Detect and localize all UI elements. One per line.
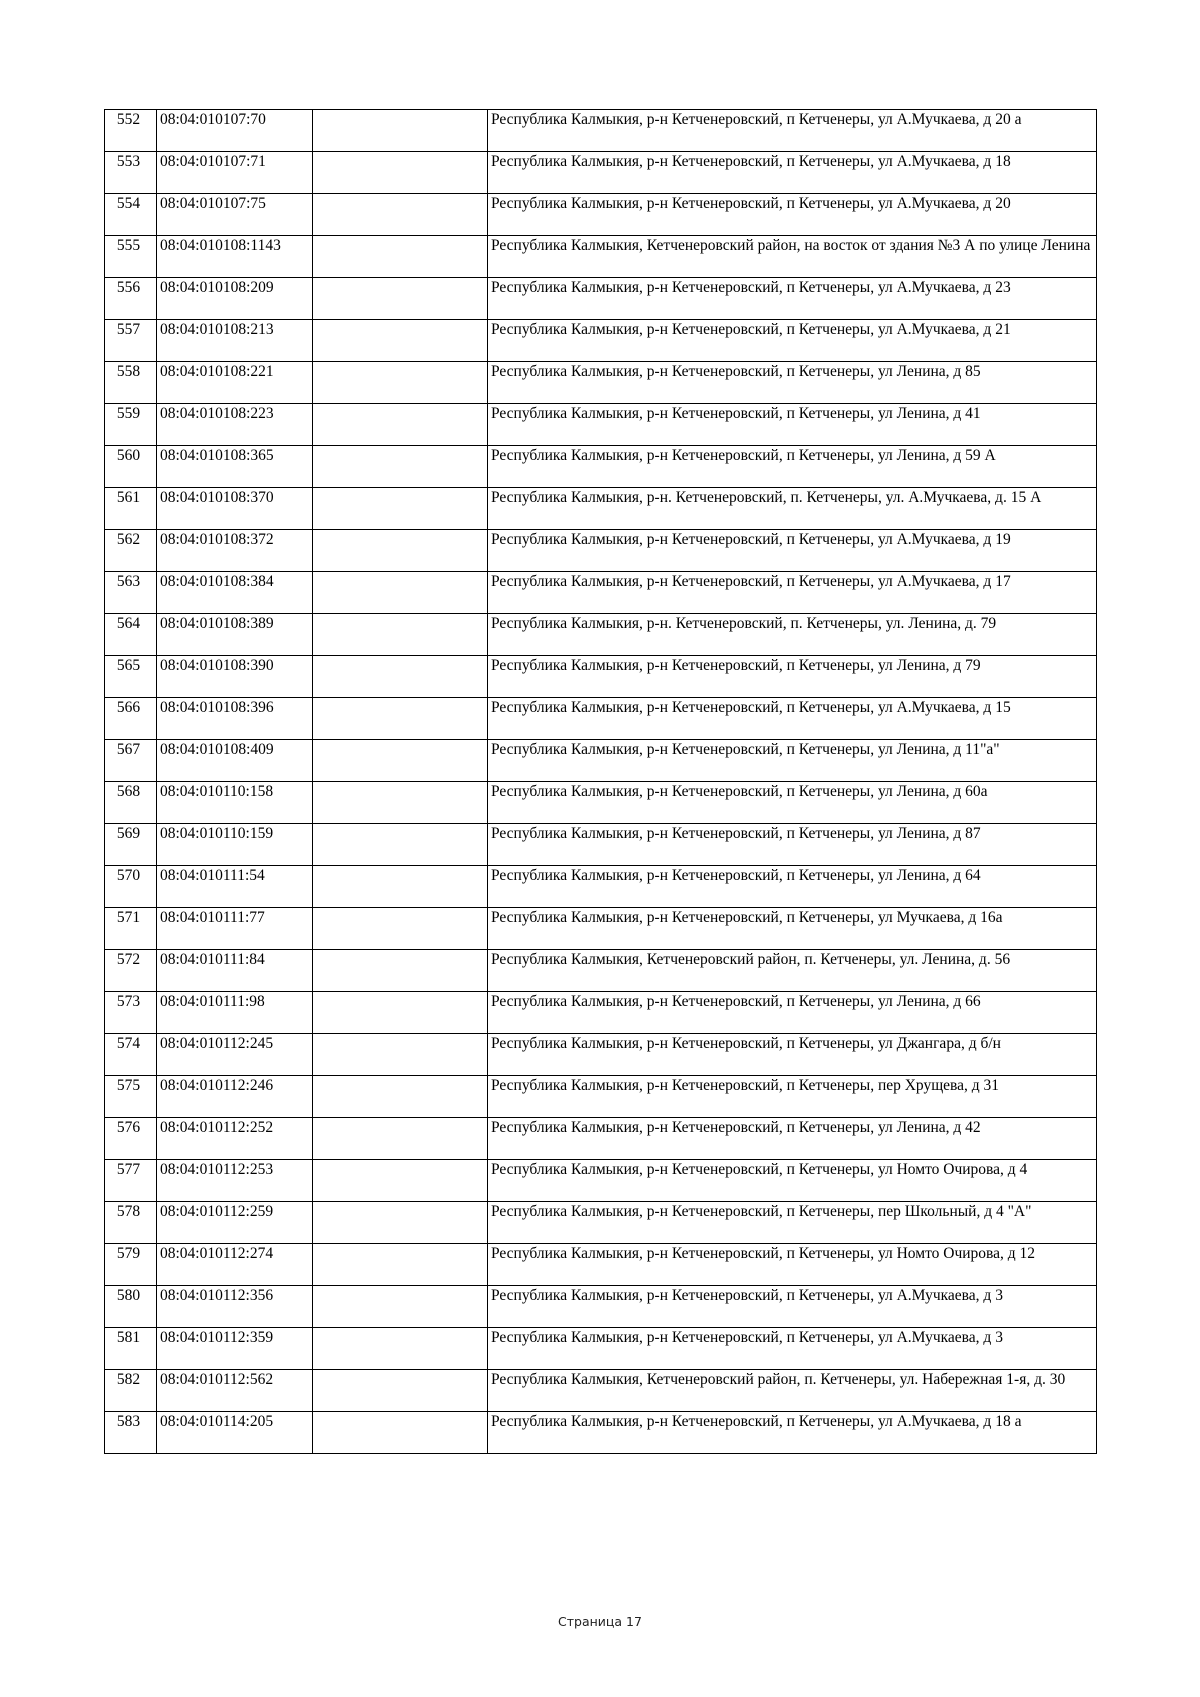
cadastral-number-cell: 08:04:010108:1143 [157, 236, 313, 278]
table-row [105, 362, 1097, 404]
row-number-cell: 553 [105, 152, 157, 194]
table-row [105, 1076, 1097, 1118]
row-number-cell: 567 [105, 740, 157, 782]
table-row [105, 1034, 1097, 1076]
address-cell: Республика Калмыкия, р-н Кетченеровский, п Кетченеры, пер Школьный, д 4 "А" [488, 1202, 1097, 1244]
row-number-cell: 560 [105, 446, 157, 488]
address-cell: Республика Калмыкия, р-н Кетченеровский, п Кетченеры, ул Ленина, д 42 [488, 1118, 1097, 1160]
cadastral-number-cell: 08:04:010107:70 [157, 110, 313, 152]
table-row [105, 824, 1097, 866]
page-number: Страница 17 [558, 1614, 642, 1629]
address-cell: Республика Калмыкия, р-н Кетченеровский, п Кетченеры, ул А.Мучкаева, д 18 [488, 152, 1097, 194]
table-row [105, 1202, 1097, 1244]
address-cell: Республика Калмыкия, р-н Кетченеровский, п Кетченеры, ул А.Мучкаева, д 17 [488, 572, 1097, 614]
table-body [105, 110, 1097, 1454]
cadastral-number-cell: 08:04:010112:253 [157, 1160, 313, 1202]
note-cell [313, 320, 488, 362]
table-row [105, 320, 1097, 362]
cadastral-number-cell: 08:04:010112:245 [157, 1034, 313, 1076]
row-number-cell: 580 [105, 1286, 157, 1328]
cadastral-number-cell: 08:04:010107:71 [157, 152, 313, 194]
table-row [105, 614, 1097, 656]
note-cell [313, 1286, 488, 1328]
address-cell: Республика Калмыкия, р-н Кетченеровский, п Кетченеры, ул Ленина, д 79 [488, 656, 1097, 698]
table-row [105, 1328, 1097, 1370]
note-cell [313, 404, 488, 446]
cadastral-number-cell: 08:04:010114:205 [157, 1412, 313, 1454]
table-row [105, 110, 1097, 152]
address-cell: Республика Калмыкия, р-н Кетченеровский, п Кетченеры, ул А.Мучкаева, д 15 [488, 698, 1097, 740]
address-cell: Республика Калмыкия, р-н Кетченеровский, п Кетченеры, ул А.Мучкаева, д 3 [488, 1286, 1097, 1328]
row-number-cell: 574 [105, 1034, 157, 1076]
table-row [105, 404, 1097, 446]
row-number-cell: 572 [105, 950, 157, 992]
address-cell: Республика Калмыкия, р-н Кетченеровский, п Кетченеры, ул Ленина, д 41 [488, 404, 1097, 446]
row-number-cell: 554 [105, 194, 157, 236]
table-row [105, 698, 1097, 740]
row-number-cell: 563 [105, 572, 157, 614]
address-cell: Республика Калмыкия, р-н Кетченеровский, п Кетченеры, ул Ленина, д 11"а" [488, 740, 1097, 782]
address-cell: Республика Калмыкия, р-н Кетченеровский, п Кетченеры, ул А.Мучкаева, д 23 [488, 278, 1097, 320]
table-row [105, 1412, 1097, 1454]
cadastral-number-cell: 08:04:010108:213 [157, 320, 313, 362]
address-cell: Республика Калмыкия, р-н Кетченеровский, п Кетченеры, ул Ленина, д 87 [488, 824, 1097, 866]
address-cell: Республика Калмыкия, р-н Кетченеровский, п Кетченеры, ул А.Мучкаева, д 20 [488, 194, 1097, 236]
note-cell [313, 1076, 488, 1118]
table-row [105, 194, 1097, 236]
table-row [105, 782, 1097, 824]
address-cell: Республика Калмыкия, р-н Кетченеровский, п Кетченеры, ул А.Мучкаева, д 20 а [488, 110, 1097, 152]
row-number-cell: 552 [105, 110, 157, 152]
cadastral-number-cell: 08:04:010112:252 [157, 1118, 313, 1160]
table-row [105, 488, 1097, 530]
address-cell: Республика Калмыкия, р-н Кетченеровский, п Кетченеры, пер Хрущева, д 31 [488, 1076, 1097, 1118]
address-cell: Республика Калмыкия, р-н Кетченеровский, п Кетченеры, ул Номто Очирова, д 12 [488, 1244, 1097, 1286]
note-cell [313, 362, 488, 404]
cadastral-number-cell: 08:04:010108:372 [157, 530, 313, 572]
row-number-cell: 566 [105, 698, 157, 740]
table-row [105, 446, 1097, 488]
note-cell [313, 1202, 488, 1244]
address-cell: Республика Калмыкия, р-н. Кетченеровский, п. Кетченеры, ул. Ленина, д. 79 [488, 614, 1097, 656]
cadastral-number-cell: 08:04:010111:98 [157, 992, 313, 1034]
table-row [105, 1160, 1097, 1202]
address-cell: Республика Калмыкия, Кетченеровский район, на восток от здания №3 А по улице Ленина [488, 236, 1097, 278]
row-number-cell: 573 [105, 992, 157, 1034]
note-cell [313, 1160, 488, 1202]
table-row [105, 530, 1097, 572]
address-cell: Республика Калмыкия, Кетченеровский район, п. Кетченеры, ул. Набережная 1-я, д. 30 [488, 1370, 1097, 1412]
note-cell [313, 908, 488, 950]
table-row [105, 740, 1097, 782]
cadastral-number-cell: 08:04:010108:384 [157, 572, 313, 614]
cadastral-number-cell: 08:04:010111:54 [157, 866, 313, 908]
address-cell: Республика Калмыкия, р-н Кетченеровский, п Кетченеры, ул Ленина, д 66 [488, 992, 1097, 1034]
note-cell [313, 950, 488, 992]
address-cell: Республика Калмыкия, р-н Кетченеровский, п Кетченеры, ул Ленина, д 59 А [488, 446, 1097, 488]
address-cell: Республика Калмыкия, р-н Кетченеровский, п Кетченеры, ул А.Мучкаева, д 3 [488, 1328, 1097, 1370]
row-number-cell: 571 [105, 908, 157, 950]
address-cell: Республика Калмыкия, р-н Кетченеровский, п Кетченеры, ул Ленина, д 60а [488, 782, 1097, 824]
row-number-cell: 579 [105, 1244, 157, 1286]
table-row [105, 152, 1097, 194]
cadastral-number-cell: 08:04:010108:221 [157, 362, 313, 404]
cadastral-number-cell: 08:04:010112:359 [157, 1328, 313, 1370]
row-number-cell: 570 [105, 866, 157, 908]
note-cell [313, 1370, 488, 1412]
cadastral-number-cell: 08:04:010111:84 [157, 950, 313, 992]
note-cell [313, 782, 488, 824]
cadastral-number-cell: 08:04:010112:246 [157, 1076, 313, 1118]
row-number-cell: 557 [105, 320, 157, 362]
note-cell [313, 824, 488, 866]
cadastral-number-cell: 08:04:010112:259 [157, 1202, 313, 1244]
cadastral-number-cell: 08:04:010108:365 [157, 446, 313, 488]
cadastral-number-cell: 08:04:010107:75 [157, 194, 313, 236]
row-number-cell: 558 [105, 362, 157, 404]
table-row [105, 1370, 1097, 1412]
note-cell [313, 278, 488, 320]
note-cell [313, 194, 488, 236]
row-number-cell: 576 [105, 1118, 157, 1160]
row-number-cell: 564 [105, 614, 157, 656]
note-cell [313, 1244, 488, 1286]
note-cell [313, 866, 488, 908]
note-cell [313, 1412, 488, 1454]
row-number-cell: 578 [105, 1202, 157, 1244]
cadastral-number-cell: 08:04:010112:356 [157, 1286, 313, 1328]
note-cell [313, 1328, 488, 1370]
row-number-cell: 575 [105, 1076, 157, 1118]
note-cell [313, 236, 488, 278]
row-number-cell: 568 [105, 782, 157, 824]
cadastral-number-cell: 08:04:010111:77 [157, 908, 313, 950]
table-row [105, 1286, 1097, 1328]
cadastral-table [104, 109, 1097, 1454]
table-row [105, 992, 1097, 1034]
note-cell [313, 740, 488, 782]
address-cell: Республика Калмыкия, р-н Кетченеровский, п Кетченеры, ул Джангара, д б/н [488, 1034, 1097, 1076]
cadastral-number-cell: 08:04:010112:562 [157, 1370, 313, 1412]
row-number-cell: 556 [105, 278, 157, 320]
address-cell: Республика Калмыкия, р-н Кетченеровский, п Кетченеры, ул А.Мучкаева, д 18 а [488, 1412, 1097, 1454]
note-cell [313, 698, 488, 740]
cadastral-number-cell: 08:04:010108:223 [157, 404, 313, 446]
address-cell: Республика Калмыкия, р-н Кетченеровский, п Кетченеры, ул Ленина, д 85 [488, 362, 1097, 404]
row-number-cell: 555 [105, 236, 157, 278]
cadastral-number-cell: 08:04:010110:158 [157, 782, 313, 824]
row-number-cell: 583 [105, 1412, 157, 1454]
table-row [105, 1244, 1097, 1286]
address-cell: Республика Калмыкия, р-н Кетченеровский, п Кетченеры, ул А.Мучкаева, д 19 [488, 530, 1097, 572]
note-cell [313, 446, 488, 488]
address-cell: Республика Калмыкия, Кетченеровский район, п. Кетченеры, ул. Ленина, д. 56 [488, 950, 1097, 992]
table-row [105, 866, 1097, 908]
row-number-cell: 562 [105, 530, 157, 572]
address-cell: Республика Калмыкия, р-н Кетченеровский, п Кетченеры, ул Мучкаева, д 16а [488, 908, 1097, 950]
note-cell [313, 110, 488, 152]
address-cell: Республика Калмыкия, р-н. Кетченеровский, п. Кетченеры, ул. А.Мучкаева, д. 15 А [488, 488, 1097, 530]
address-cell: Республика Калмыкия, р-н Кетченеровский, п Кетченеры, ул Ленина, д 64 [488, 866, 1097, 908]
note-cell [313, 992, 488, 1034]
table-row [105, 950, 1097, 992]
cadastral-number-cell: 08:04:010108:396 [157, 698, 313, 740]
note-cell [313, 1118, 488, 1160]
cadastral-number-cell: 08:04:010112:274 [157, 1244, 313, 1286]
row-number-cell: 565 [105, 656, 157, 698]
cadastral-number-cell: 08:04:010108:390 [157, 656, 313, 698]
table-row [105, 236, 1097, 278]
table-row [105, 1118, 1097, 1160]
address-cell: Республика Калмыкия, р-н Кетченеровский, п Кетченеры, ул А.Мучкаева, д 21 [488, 320, 1097, 362]
cadastral-number-cell: 08:04:010108:209 [157, 278, 313, 320]
row-number-cell: 582 [105, 1370, 157, 1412]
table-row [105, 908, 1097, 950]
note-cell [313, 488, 488, 530]
note-cell [313, 152, 488, 194]
note-cell [313, 572, 488, 614]
note-cell [313, 614, 488, 656]
table-row [105, 572, 1097, 614]
row-number-cell: 581 [105, 1328, 157, 1370]
row-number-cell: 559 [105, 404, 157, 446]
note-cell [313, 1034, 488, 1076]
address-cell: Республика Калмыкия, р-н Кетченеровский, п Кетченеры, ул Номто Очирова, д 4 [488, 1160, 1097, 1202]
row-number-cell: 577 [105, 1160, 157, 1202]
cadastral-number-cell: 08:04:010110:159 [157, 824, 313, 866]
cadastral-number-cell: 08:04:010108:409 [157, 740, 313, 782]
row-number-cell: 561 [105, 488, 157, 530]
note-cell [313, 656, 488, 698]
cadastral-number-cell: 08:04:010108:389 [157, 614, 313, 656]
row-number-cell: 569 [105, 824, 157, 866]
note-cell [313, 530, 488, 572]
table-row [105, 656, 1097, 698]
table-row [105, 278, 1097, 320]
cadastral-number-cell: 08:04:010108:370 [157, 488, 313, 530]
